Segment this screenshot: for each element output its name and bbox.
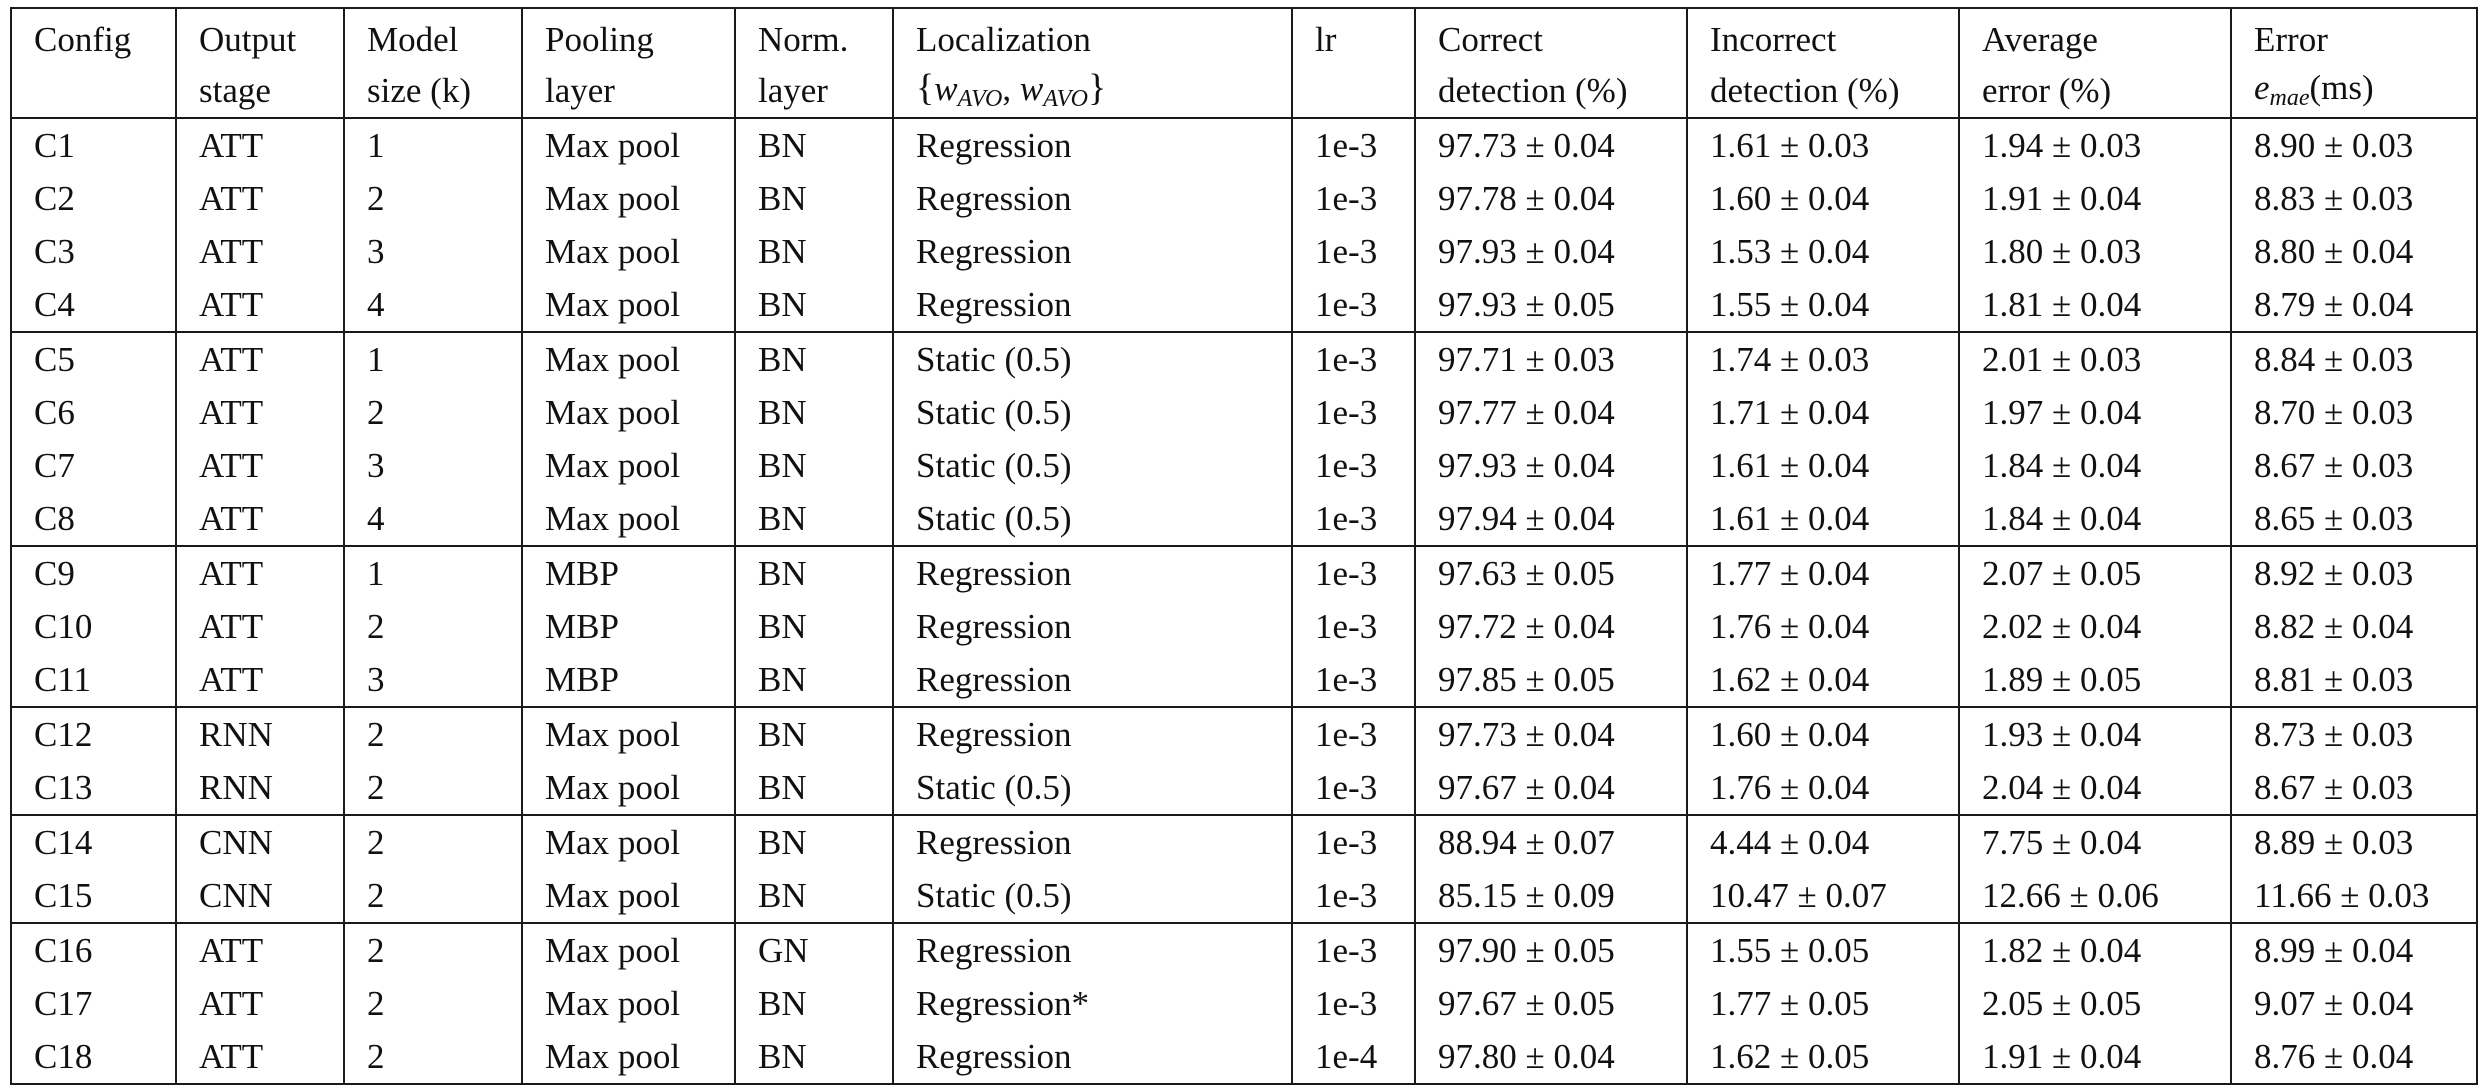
table-row: [11, 118, 2477, 172]
cell-output-stage: ATT: [176, 225, 344, 278]
cell-output-stage: ATT: [176, 439, 344, 492]
cell-norm-layer: BN: [735, 761, 893, 815]
e-mae-unit: (ms): [2309, 68, 2374, 107]
cell-incorrect-detection: 1.53 ± 0.04: [1687, 225, 1959, 278]
cell-average-error: 2.07 ± 0.05: [1959, 546, 2231, 600]
cell-correct-detection: 97.93 ± 0.05: [1415, 278, 1687, 332]
weights-separator: ,: [1002, 69, 1020, 108]
cell-norm-layer: BN: [735, 332, 893, 386]
cell-pooling-layer: Max pool: [522, 332, 735, 386]
cell-model-size: 2: [344, 761, 522, 815]
cell-average-error: 1.84 ± 0.04: [1959, 492, 2231, 546]
cell-error-mae: 8.67 ± 0.03: [2231, 761, 2477, 815]
table-row: [11, 332, 2477, 386]
cell-lr: 1e-3: [1292, 707, 1415, 761]
header-correct-detection-line2: detection (%): [1415, 63, 1687, 118]
w-avo-subscript-2: AVO: [1043, 86, 1088, 112]
cell-config: C8: [11, 492, 176, 546]
cell-model-size: 2: [344, 386, 522, 439]
cell-output-stage: CNN: [176, 869, 344, 923]
table-row: [11, 977, 2477, 1030]
cell-incorrect-detection: 1.76 ± 0.04: [1687, 761, 1959, 815]
cell-incorrect-detection: 1.77 ± 0.04: [1687, 546, 1959, 600]
cell-error-mae: 8.83 ± 0.03: [2231, 172, 2477, 225]
cell-lr: 1e-3: [1292, 653, 1415, 707]
open-brace: {: [916, 67, 935, 109]
header-norm-layer: Norm.: [735, 8, 893, 63]
cell-pooling-layer: Max pool: [522, 172, 735, 225]
cell-localization: Regression: [893, 815, 1292, 869]
cell-lr: 1e-3: [1292, 386, 1415, 439]
header-pooling-layer: Pooling: [522, 8, 735, 63]
cell-lr: 1e-3: [1292, 761, 1415, 815]
cell-localization: Regression: [893, 707, 1292, 761]
cell-incorrect-detection: 1.77 ± 0.05: [1687, 977, 1959, 1030]
cell-config: C4: [11, 278, 176, 332]
cell-norm-layer: BN: [735, 225, 893, 278]
cell-localization: Static (0.5): [893, 439, 1292, 492]
e-mae-subscript: mae: [2269, 85, 2310, 111]
cell-output-stage: ATT: [176, 172, 344, 225]
cell-pooling-layer: Max pool: [522, 869, 735, 923]
cell-norm-layer: BN: [735, 118, 893, 172]
w-avo-symbol-2: [1019, 69, 1088, 112]
cell-error-mae: 9.07 ± 0.04: [2231, 977, 2477, 1030]
table-row: [11, 492, 2477, 546]
cell-config: C17: [11, 977, 176, 1030]
cell-norm-layer: BN: [735, 1030, 893, 1084]
cell-correct-detection: 97.63 ± 0.05: [1415, 546, 1687, 600]
cell-localization: Regression: [893, 278, 1292, 332]
cell-model-size: 4: [344, 492, 522, 546]
cell-incorrect-detection: 1.62 ± 0.05: [1687, 1030, 1959, 1084]
w-avo-base-2: w: [1019, 69, 1044, 108]
cell-config: C6: [11, 386, 176, 439]
cell-norm-layer: BN: [735, 707, 893, 761]
table-row: [11, 172, 2477, 225]
cell-model-size: 2: [344, 172, 522, 225]
header-lr-line2: [1292, 63, 1415, 118]
cell-model-size: 2: [344, 600, 522, 653]
header-row-bottom: [11, 63, 2477, 118]
cell-config: C15: [11, 869, 176, 923]
table-row: [11, 439, 2477, 492]
cell-localization: Regression: [893, 546, 1292, 600]
cell-average-error: 1.80 ± 0.03: [1959, 225, 2231, 278]
header-error: Error: [2231, 8, 2477, 63]
cell-average-error: 1.89 ± 0.05: [1959, 653, 2231, 707]
table-row: [11, 707, 2477, 761]
cell-error-mae: 8.70 ± 0.03: [2231, 386, 2477, 439]
cell-lr: 1e-3: [1292, 977, 1415, 1030]
cell-model-size: 2: [344, 815, 522, 869]
cell-config: C13: [11, 761, 176, 815]
cell-model-size: 3: [344, 225, 522, 278]
close-brace: }: [1087, 67, 1107, 109]
table-row: [11, 761, 2477, 815]
cell-config: C12: [11, 707, 176, 761]
cell-correct-detection: 97.80 ± 0.04: [1415, 1030, 1687, 1084]
cell-localization: Regression*: [893, 977, 1292, 1030]
cell-correct-detection: 97.90 ± 0.05: [1415, 923, 1687, 977]
cell-pooling-layer: Max pool: [522, 278, 735, 332]
cell-model-size: 4: [344, 278, 522, 332]
table-row: [11, 1030, 2477, 1084]
header-model-size: Model: [344, 8, 522, 63]
cell-config: C16: [11, 923, 176, 977]
header-config: Config: [11, 8, 176, 63]
cell-lr: 1e-3: [1292, 923, 1415, 977]
cell-incorrect-detection: 1.60 ± 0.04: [1687, 707, 1959, 761]
cell-pooling-layer: Max pool: [522, 386, 735, 439]
cell-norm-layer: BN: [735, 600, 893, 653]
cell-average-error: 1.81 ± 0.04: [1959, 278, 2231, 332]
cell-output-stage: ATT: [176, 923, 344, 977]
table-row: [11, 386, 2477, 439]
cell-correct-detection: 97.71 ± 0.03: [1415, 332, 1687, 386]
cell-output-stage: CNN: [176, 815, 344, 869]
cell-pooling-layer: Max pool: [522, 977, 735, 1030]
table-row: [11, 815, 2477, 869]
cell-config: C2: [11, 172, 176, 225]
cell-output-stage: ATT: [176, 386, 344, 439]
cell-pooling-layer: Max pool: [522, 225, 735, 278]
w-avo-symbol-1: [934, 69, 1003, 112]
table-row: [11, 278, 2477, 332]
cell-pooling-layer: Max pool: [522, 761, 735, 815]
table-row: [11, 600, 2477, 653]
header-incorrect-detection: Incorrect: [1687, 8, 1959, 63]
cell-incorrect-detection: 1.74 ± 0.03: [1687, 332, 1959, 386]
header-row-top: [11, 8, 2477, 63]
header-norm-layer-line2: layer: [735, 63, 893, 118]
cell-correct-detection: 97.72 ± 0.04: [1415, 600, 1687, 653]
cell-localization: Static (0.5): [893, 386, 1292, 439]
cell-error-mae: 8.76 ± 0.04: [2231, 1030, 2477, 1084]
cell-lr: 1e-3: [1292, 118, 1415, 172]
cell-config: C5: [11, 332, 176, 386]
cell-output-stage: RNN: [176, 707, 344, 761]
header-average-error: Average: [1959, 8, 2231, 63]
cell-incorrect-detection: 1.71 ± 0.04: [1687, 386, 1959, 439]
cell-pooling-layer: MBP: [522, 546, 735, 600]
cell-localization: Static (0.5): [893, 492, 1292, 546]
cell-config: C7: [11, 439, 176, 492]
cell-model-size: 3: [344, 439, 522, 492]
cell-incorrect-detection: 1.76 ± 0.04: [1687, 600, 1959, 653]
cell-incorrect-detection: 1.55 ± 0.04: [1687, 278, 1959, 332]
cell-pooling-layer: Max pool: [522, 707, 735, 761]
cell-output-stage: ATT: [176, 278, 344, 332]
cell-output-stage: ATT: [176, 492, 344, 546]
cell-output-stage: ATT: [176, 118, 344, 172]
cell-norm-layer: BN: [735, 278, 893, 332]
cell-config: C14: [11, 815, 176, 869]
cell-error-mae: 8.99 ± 0.04: [2231, 923, 2477, 977]
cell-error-mae: 11.66 ± 0.03: [2231, 869, 2477, 923]
cell-pooling-layer: MBP: [522, 600, 735, 653]
cell-lr: 1e-3: [1292, 815, 1415, 869]
cell-incorrect-detection: 1.61 ± 0.04: [1687, 492, 1959, 546]
cell-model-size: 2: [344, 869, 522, 923]
table-row: [11, 225, 2477, 278]
cell-error-mae: 8.89 ± 0.03: [2231, 815, 2477, 869]
cell-lr: 1e-3: [1292, 439, 1415, 492]
cell-localization: Regression: [893, 225, 1292, 278]
table-body: [11, 118, 2477, 1084]
table-row: [11, 546, 2477, 600]
cell-correct-detection: 97.93 ± 0.04: [1415, 225, 1687, 278]
cell-average-error: 2.05 ± 0.05: [1959, 977, 2231, 1030]
cell-average-error: 1.93 ± 0.04: [1959, 707, 2231, 761]
cell-average-error: 12.66 ± 0.06: [1959, 869, 2231, 923]
cell-error-mae: 8.80 ± 0.04: [2231, 225, 2477, 278]
header-correct-detection: Correct: [1415, 8, 1687, 63]
e-mae-symbol: [2254, 68, 2310, 111]
header-output-stage: Output: [176, 8, 344, 63]
cell-model-size: 1: [344, 546, 522, 600]
cell-output-stage: ATT: [176, 1030, 344, 1084]
header-lr: lr: [1292, 8, 1415, 63]
w-avo-base-1: w: [934, 69, 958, 108]
cell-incorrect-detection: 4.44 ± 0.04: [1687, 815, 1959, 869]
cell-pooling-layer: MBP: [522, 653, 735, 707]
cell-pooling-layer: Max pool: [522, 815, 735, 869]
cell-error-mae: 8.65 ± 0.03: [2231, 492, 2477, 546]
cell-correct-detection: 97.67 ± 0.05: [1415, 977, 1687, 1030]
cell-incorrect-detection: 1.60 ± 0.04: [1687, 172, 1959, 225]
cell-localization: Regression: [893, 600, 1292, 653]
cell-average-error: 1.94 ± 0.03: [1959, 118, 2231, 172]
cell-localization: Regression: [893, 1030, 1292, 1084]
cell-pooling-layer: Max pool: [522, 492, 735, 546]
cell-pooling-layer: Max pool: [522, 923, 735, 977]
cell-output-stage: ATT: [176, 600, 344, 653]
cell-norm-layer: BN: [735, 869, 893, 923]
cell-error-mae: 8.92 ± 0.03: [2231, 546, 2477, 600]
header-error-mae: [2231, 63, 2477, 118]
cell-average-error: 1.97 ± 0.04: [1959, 386, 2231, 439]
table-row: [11, 653, 2477, 707]
cell-pooling-layer: Max pool: [522, 1030, 735, 1084]
cell-average-error: 1.91 ± 0.04: [1959, 1030, 2231, 1084]
cell-lr: 1e-3: [1292, 869, 1415, 923]
cell-lr: 1e-3: [1292, 332, 1415, 386]
cell-output-stage: ATT: [176, 653, 344, 707]
cell-incorrect-detection: 1.61 ± 0.03: [1687, 118, 1959, 172]
cell-norm-layer: BN: [735, 977, 893, 1030]
cell-model-size: 2: [344, 977, 522, 1030]
cell-correct-detection: 97.77 ± 0.04: [1415, 386, 1687, 439]
cell-average-error: 2.04 ± 0.04: [1959, 761, 2231, 815]
header-incorrect-detection-line2: detection (%): [1687, 63, 1959, 118]
cell-output-stage: ATT: [176, 977, 344, 1030]
cell-norm-layer: GN: [735, 923, 893, 977]
cell-average-error: 1.82 ± 0.04: [1959, 923, 2231, 977]
cell-correct-detection: 97.73 ± 0.04: [1415, 118, 1687, 172]
cell-incorrect-detection: 1.55 ± 0.05: [1687, 923, 1959, 977]
cell-norm-layer: BN: [735, 439, 893, 492]
results-table: [10, 7, 2478, 1085]
cell-error-mae: 8.73 ± 0.03: [2231, 707, 2477, 761]
cell-localization: Regression: [893, 172, 1292, 225]
cell-norm-layer: BN: [735, 386, 893, 439]
cell-norm-layer: BN: [735, 653, 893, 707]
header-average-error-line2: error (%): [1959, 63, 2231, 118]
cell-model-size: 2: [344, 1030, 522, 1084]
cell-model-size: 1: [344, 332, 522, 386]
cell-correct-detection: 97.78 ± 0.04: [1415, 172, 1687, 225]
header-output-stage-line2: stage: [176, 63, 344, 118]
cell-localization: Regression: [893, 118, 1292, 172]
cell-error-mae: 8.84 ± 0.03: [2231, 332, 2477, 386]
cell-correct-detection: 88.94 ± 0.07: [1415, 815, 1687, 869]
cell-correct-detection: 97.94 ± 0.04: [1415, 492, 1687, 546]
e-mae-base: e: [2254, 68, 2270, 107]
cell-model-size: 2: [344, 923, 522, 977]
cell-norm-layer: BN: [735, 492, 893, 546]
cell-model-size: 2: [344, 707, 522, 761]
w-avo-subscript-1: AVO: [957, 86, 1003, 112]
cell-output-stage: ATT: [176, 546, 344, 600]
cell-pooling-layer: Max pool: [522, 118, 735, 172]
cell-config: C18: [11, 1030, 176, 1084]
cell-config: C1: [11, 118, 176, 172]
cell-localization: Static (0.5): [893, 332, 1292, 386]
cell-model-size: 3: [344, 653, 522, 707]
table-header: [11, 8, 2477, 118]
cell-correct-detection: 97.67 ± 0.04: [1415, 761, 1687, 815]
cell-config: C9: [11, 546, 176, 600]
cell-config: C3: [11, 225, 176, 278]
cell-average-error: 1.84 ± 0.04: [1959, 439, 2231, 492]
cell-output-stage: RNN: [176, 761, 344, 815]
cell-error-mae: 8.79 ± 0.04: [2231, 278, 2477, 332]
cell-config: C11: [11, 653, 176, 707]
cell-lr: 1e-3: [1292, 600, 1415, 653]
cell-correct-detection: 97.73 ± 0.04: [1415, 707, 1687, 761]
header-localization: Localization: [893, 8, 1292, 63]
cell-lr: 1e-3: [1292, 225, 1415, 278]
cell-lr: 1e-3: [1292, 172, 1415, 225]
cell-error-mae: 8.67 ± 0.03: [2231, 439, 2477, 492]
cell-average-error: 2.01 ± 0.03: [1959, 332, 2231, 386]
cell-average-error: 1.91 ± 0.04: [1959, 172, 2231, 225]
cell-norm-layer: BN: [735, 546, 893, 600]
cell-error-mae: 8.90 ± 0.03: [2231, 118, 2477, 172]
cell-config: C10: [11, 600, 176, 653]
header-localization-weights: [893, 63, 1292, 118]
cell-average-error: 7.75 ± 0.04: [1959, 815, 2231, 869]
cell-average-error: 2.02 ± 0.04: [1959, 600, 2231, 653]
header-config-line2: [11, 63, 176, 118]
cell-correct-detection: 97.93 ± 0.04: [1415, 439, 1687, 492]
cell-correct-detection: 85.15 ± 0.09: [1415, 869, 1687, 923]
cell-incorrect-detection: 1.62 ± 0.04: [1687, 653, 1959, 707]
cell-lr: 1e-3: [1292, 278, 1415, 332]
cell-lr: 1e-3: [1292, 492, 1415, 546]
cell-localization: Regression: [893, 923, 1292, 977]
cell-model-size: 1: [344, 118, 522, 172]
table-row: [11, 923, 2477, 977]
cell-localization: Static (0.5): [893, 869, 1292, 923]
header-pooling-layer-line2: layer: [522, 63, 735, 118]
cell-norm-layer: BN: [735, 815, 893, 869]
cell-error-mae: 8.82 ± 0.04: [2231, 600, 2477, 653]
cell-correct-detection: 97.85 ± 0.05: [1415, 653, 1687, 707]
header-model-size-line2: size (k): [344, 63, 522, 118]
table-row: [11, 869, 2477, 923]
cell-error-mae: 8.81 ± 0.03: [2231, 653, 2477, 707]
cell-pooling-layer: Max pool: [522, 439, 735, 492]
cell-incorrect-detection: 1.61 ± 0.04: [1687, 439, 1959, 492]
cell-incorrect-detection: 10.47 ± 0.07: [1687, 869, 1959, 923]
cell-localization: Regression: [893, 653, 1292, 707]
cell-lr: 1e-3: [1292, 546, 1415, 600]
cell-norm-layer: BN: [735, 172, 893, 225]
cell-output-stage: ATT: [176, 332, 344, 386]
cell-lr: 1e-4: [1292, 1030, 1415, 1084]
cell-localization: Static (0.5): [893, 761, 1292, 815]
